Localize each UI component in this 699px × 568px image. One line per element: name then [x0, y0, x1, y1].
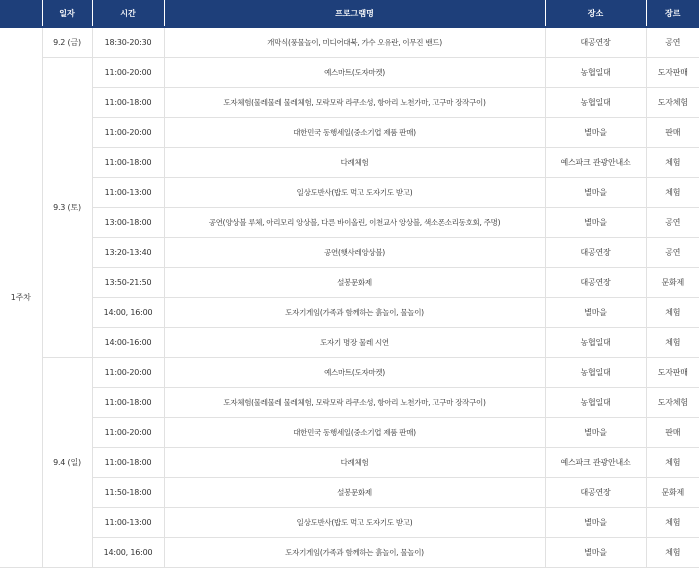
place-cell: 별마을 — [545, 178, 646, 208]
time-cell: 13:00-18:00 — [92, 208, 164, 238]
place-cell: 별마을 — [545, 538, 646, 568]
place-cell: 대공연장 — [545, 268, 646, 298]
table-row — [0, 358, 699, 388]
time-cell: 11:00-18:00 — [92, 88, 164, 118]
table-row — [0, 118, 699, 148]
schedule-body — [0, 27, 699, 568]
program-cell: 공연(양상블 루체, 아리모리 앙상블, 다른 바이올린, 이천교사 앙상블, 색소폰소리동호회, 주명) — [164, 208, 545, 238]
table-row — [0, 508, 699, 538]
genre-cell: 체험 — [646, 538, 699, 568]
time-cell: 11:00-20:00 — [92, 358, 164, 388]
table-row — [0, 148, 699, 178]
genre-cell: 체험 — [646, 448, 699, 478]
place-cell: 농협일대 — [545, 88, 646, 118]
header-program: 프로그램명 — [164, 0, 545, 27]
place-cell: 대공연장 — [545, 27, 646, 58]
program-cell: 다례체험 — [164, 448, 545, 478]
time-cell: 11:00-20:00 — [92, 118, 164, 148]
table-row — [0, 27, 699, 58]
time-cell: 11:00-18:00 — [92, 388, 164, 418]
program-cell: 도자기 명장 물레 시연 — [164, 328, 545, 358]
place-cell: 별마을 — [545, 508, 646, 538]
program-cell: 개막식(풍물놀이, 미디어대북, 가수 오유란, 이무진 밴드) — [164, 27, 545, 58]
genre-cell: 체험 — [646, 328, 699, 358]
time-cell: 11:00-20:00 — [92, 418, 164, 448]
genre-cell: 공연 — [646, 238, 699, 268]
program-cell: 대한민국 동행세일(중소기업 제품 판매) — [164, 418, 545, 448]
program-cell: 일상도반사(밥도 먹고 도자기도 받고) — [164, 508, 545, 538]
program-cell: 공연(햇사레앙상블) — [164, 238, 545, 268]
header-place: 장소 — [545, 0, 646, 27]
header-time: 시간 — [92, 0, 164, 27]
date-cell: 9.3 (토) — [42, 58, 92, 358]
header-row — [0, 0, 699, 27]
genre-cell: 체험 — [646, 298, 699, 328]
table-row — [0, 418, 699, 448]
time-cell: 14:00, 16:00 — [92, 538, 164, 568]
week-cell: 1주차 — [0, 27, 42, 568]
place-cell: 별마을 — [545, 418, 646, 448]
place-cell: 예스파크 관광안내소 — [545, 448, 646, 478]
time-cell: 11:50-18:00 — [92, 478, 164, 508]
time-cell: 18:30-20:30 — [92, 27, 164, 58]
header-genre: 장르 — [646, 0, 699, 27]
place-cell: 농협일대 — [545, 358, 646, 388]
place-cell: 별마을 — [545, 118, 646, 148]
table-row — [0, 448, 699, 478]
time-cell: 11:00-18:00 — [92, 448, 164, 478]
program-cell: 대한민국 동행세일(중소기업 제품 판매) — [164, 118, 545, 148]
genre-cell: 도자판매 — [646, 58, 699, 88]
genre-cell: 판매 — [646, 118, 699, 148]
table-row — [0, 238, 699, 268]
place-cell: 농협일대 — [545, 388, 646, 418]
time-cell: 14:00, 16:00 — [92, 298, 164, 328]
time-cell: 13:50-21:50 — [92, 268, 164, 298]
table-row — [0, 88, 699, 118]
header-date: 일자 — [42, 0, 92, 27]
table-row — [0, 538, 699, 568]
place-cell: 예스파크 관광안내소 — [545, 148, 646, 178]
genre-cell: 문화제 — [646, 268, 699, 298]
program-cell: 예스마트(도자마켓) — [164, 58, 545, 88]
table-row — [0, 328, 699, 358]
place-cell: 별마을 — [545, 208, 646, 238]
time-cell: 11:00-13:00 — [92, 178, 164, 208]
genre-cell: 체험 — [646, 148, 699, 178]
place-cell: 대공연장 — [545, 478, 646, 508]
genre-cell: 체험 — [646, 508, 699, 538]
place-cell: 별마을 — [545, 298, 646, 328]
program-cell: 도자체험(물레물레 물레체험, 모락모락 라쿠소성, 항아리 노천가마, 고구마 장작구이) — [164, 388, 545, 418]
program-cell: 설봉문화제 — [164, 268, 545, 298]
date-cell: 9.4 (일) — [42, 358, 92, 568]
genre-cell: 공연 — [646, 27, 699, 58]
table-row — [0, 268, 699, 298]
header-week — [0, 0, 42, 27]
table-row — [0, 388, 699, 418]
program-cell: 설봉문화제 — [164, 478, 545, 508]
time-cell: 11:00-18:00 — [92, 148, 164, 178]
program-cell: 다례체험 — [164, 148, 545, 178]
time-cell: 13:20-13:40 — [92, 238, 164, 268]
program-cell: 일상도반사(밥도 먹고 도자기도 받고) — [164, 178, 545, 208]
program-cell: 예스마트(도자마켓) — [164, 358, 545, 388]
place-cell: 농협일대 — [545, 58, 646, 88]
table-row — [0, 478, 699, 508]
table-row — [0, 58, 699, 88]
program-cell: 도자체험(물레물레 물레체험, 모락모락 라쿠소성, 항아리 노천가마, 고구마 장작구이) — [164, 88, 545, 118]
place-cell: 대공연장 — [545, 238, 646, 268]
time-cell: 14:00-16:00 — [92, 328, 164, 358]
genre-cell: 도자체험 — [646, 388, 699, 418]
genre-cell: 판매 — [646, 418, 699, 448]
time-cell: 11:00-13:00 — [92, 508, 164, 538]
genre-cell: 문화제 — [646, 478, 699, 508]
date-cell: 9.2 (금) — [42, 27, 92, 58]
table-row — [0, 298, 699, 328]
program-cell: 도자기게임(가족과 함께하는 흙놀이, 물놀이) — [164, 538, 545, 568]
table-row — [0, 208, 699, 238]
time-cell: 11:00-20:00 — [92, 58, 164, 88]
program-cell: 도자기게임(가족과 함께하는 흙놀이, 물놀이) — [164, 298, 545, 328]
table-row — [0, 178, 699, 208]
genre-cell: 공연 — [646, 208, 699, 238]
place-cell: 농협일대 — [545, 328, 646, 358]
genre-cell: 도자판매 — [646, 358, 699, 388]
genre-cell: 체험 — [646, 178, 699, 208]
genre-cell: 도자체험 — [646, 88, 699, 118]
